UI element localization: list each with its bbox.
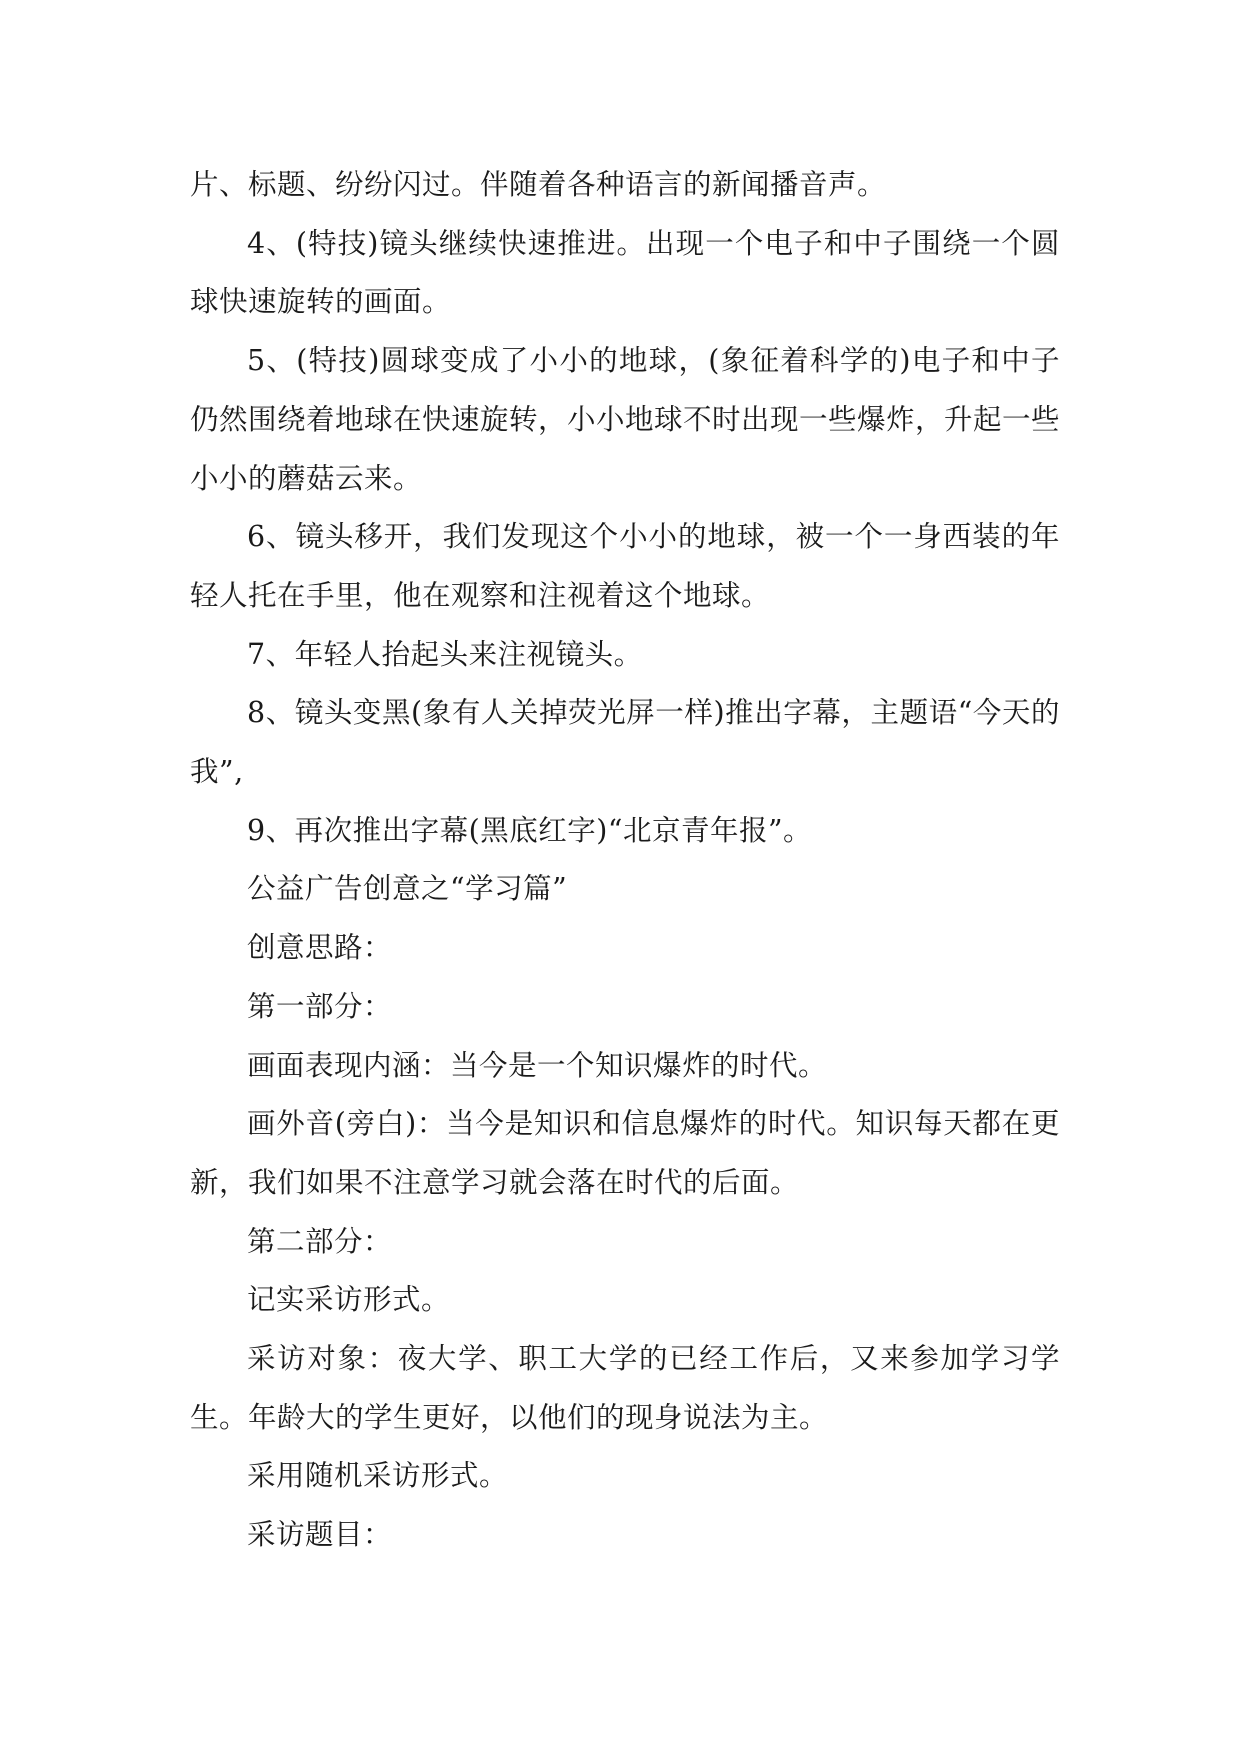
paragraph-12: 画外音(旁白)：当今是知识和信息爆炸的时代。知识每天都在更新，我们如果不注意学习就会落在时代的后面。 bbox=[190, 1107, 1060, 1199]
paragraph-11: 画面表现内涵：当今是一个知识爆炸的时代。 bbox=[247, 1048, 828, 1082]
paragraph-6: 8、镜头变黑(象有人关掉荧光屏一样)推出字幕，主题语“今天的我”, bbox=[190, 696, 1060, 789]
paragraph-1: 片、标题、纷纷闪过。伴随着各种语言的新闻播音声。 bbox=[190, 168, 887, 201]
paragraph-4: 6、镜头移开，我们发现这个小小的地球，被一个一身西装的年轻人托在手里，他在观察和注视着这个地球。 bbox=[190, 520, 1060, 612]
paragraph-14: 记实采访形式。 bbox=[247, 1283, 451, 1317]
paragraph-15: 采访对象：夜大学、职工大学的已经工作后，又来参加学习学生。年龄大的学生更好，以他们的现身说法为主。 bbox=[190, 1342, 1060, 1434]
paragraph-13: 第二部分： bbox=[247, 1224, 393, 1258]
paragraph-5: 7、年轻人抬起头来注视镜头。 bbox=[247, 637, 643, 671]
section-heading: 公益广告创意之“学习篇” bbox=[247, 872, 568, 906]
paragraph-17: 采访题目： bbox=[247, 1518, 393, 1552]
paragraph-10: 第一部分： bbox=[247, 989, 393, 1023]
paragraph-16: 采用随机采访形式。 bbox=[247, 1459, 509, 1493]
paragraph-7: 9、再次推出字幕(黑底红字)“北京青年报”。 bbox=[247, 813, 813, 847]
paragraph-2: 4、(特技)镜头继续快速推进。出现一个电子和中子围绕一个圆球快速旋转的画面。 bbox=[190, 226, 1060, 319]
document-body bbox=[190, 156, 1060, 1565]
paragraph-3: 5、(特技)圆球变成了小小的地球，(象征着科学的)电子和中子仍然围绕着地球在快速旋转，小小地球不时出现一些爆炸，升起一些小小的蘑菇云来。 bbox=[190, 344, 1061, 495]
paragraph-9: 创意思路： bbox=[247, 931, 393, 965]
